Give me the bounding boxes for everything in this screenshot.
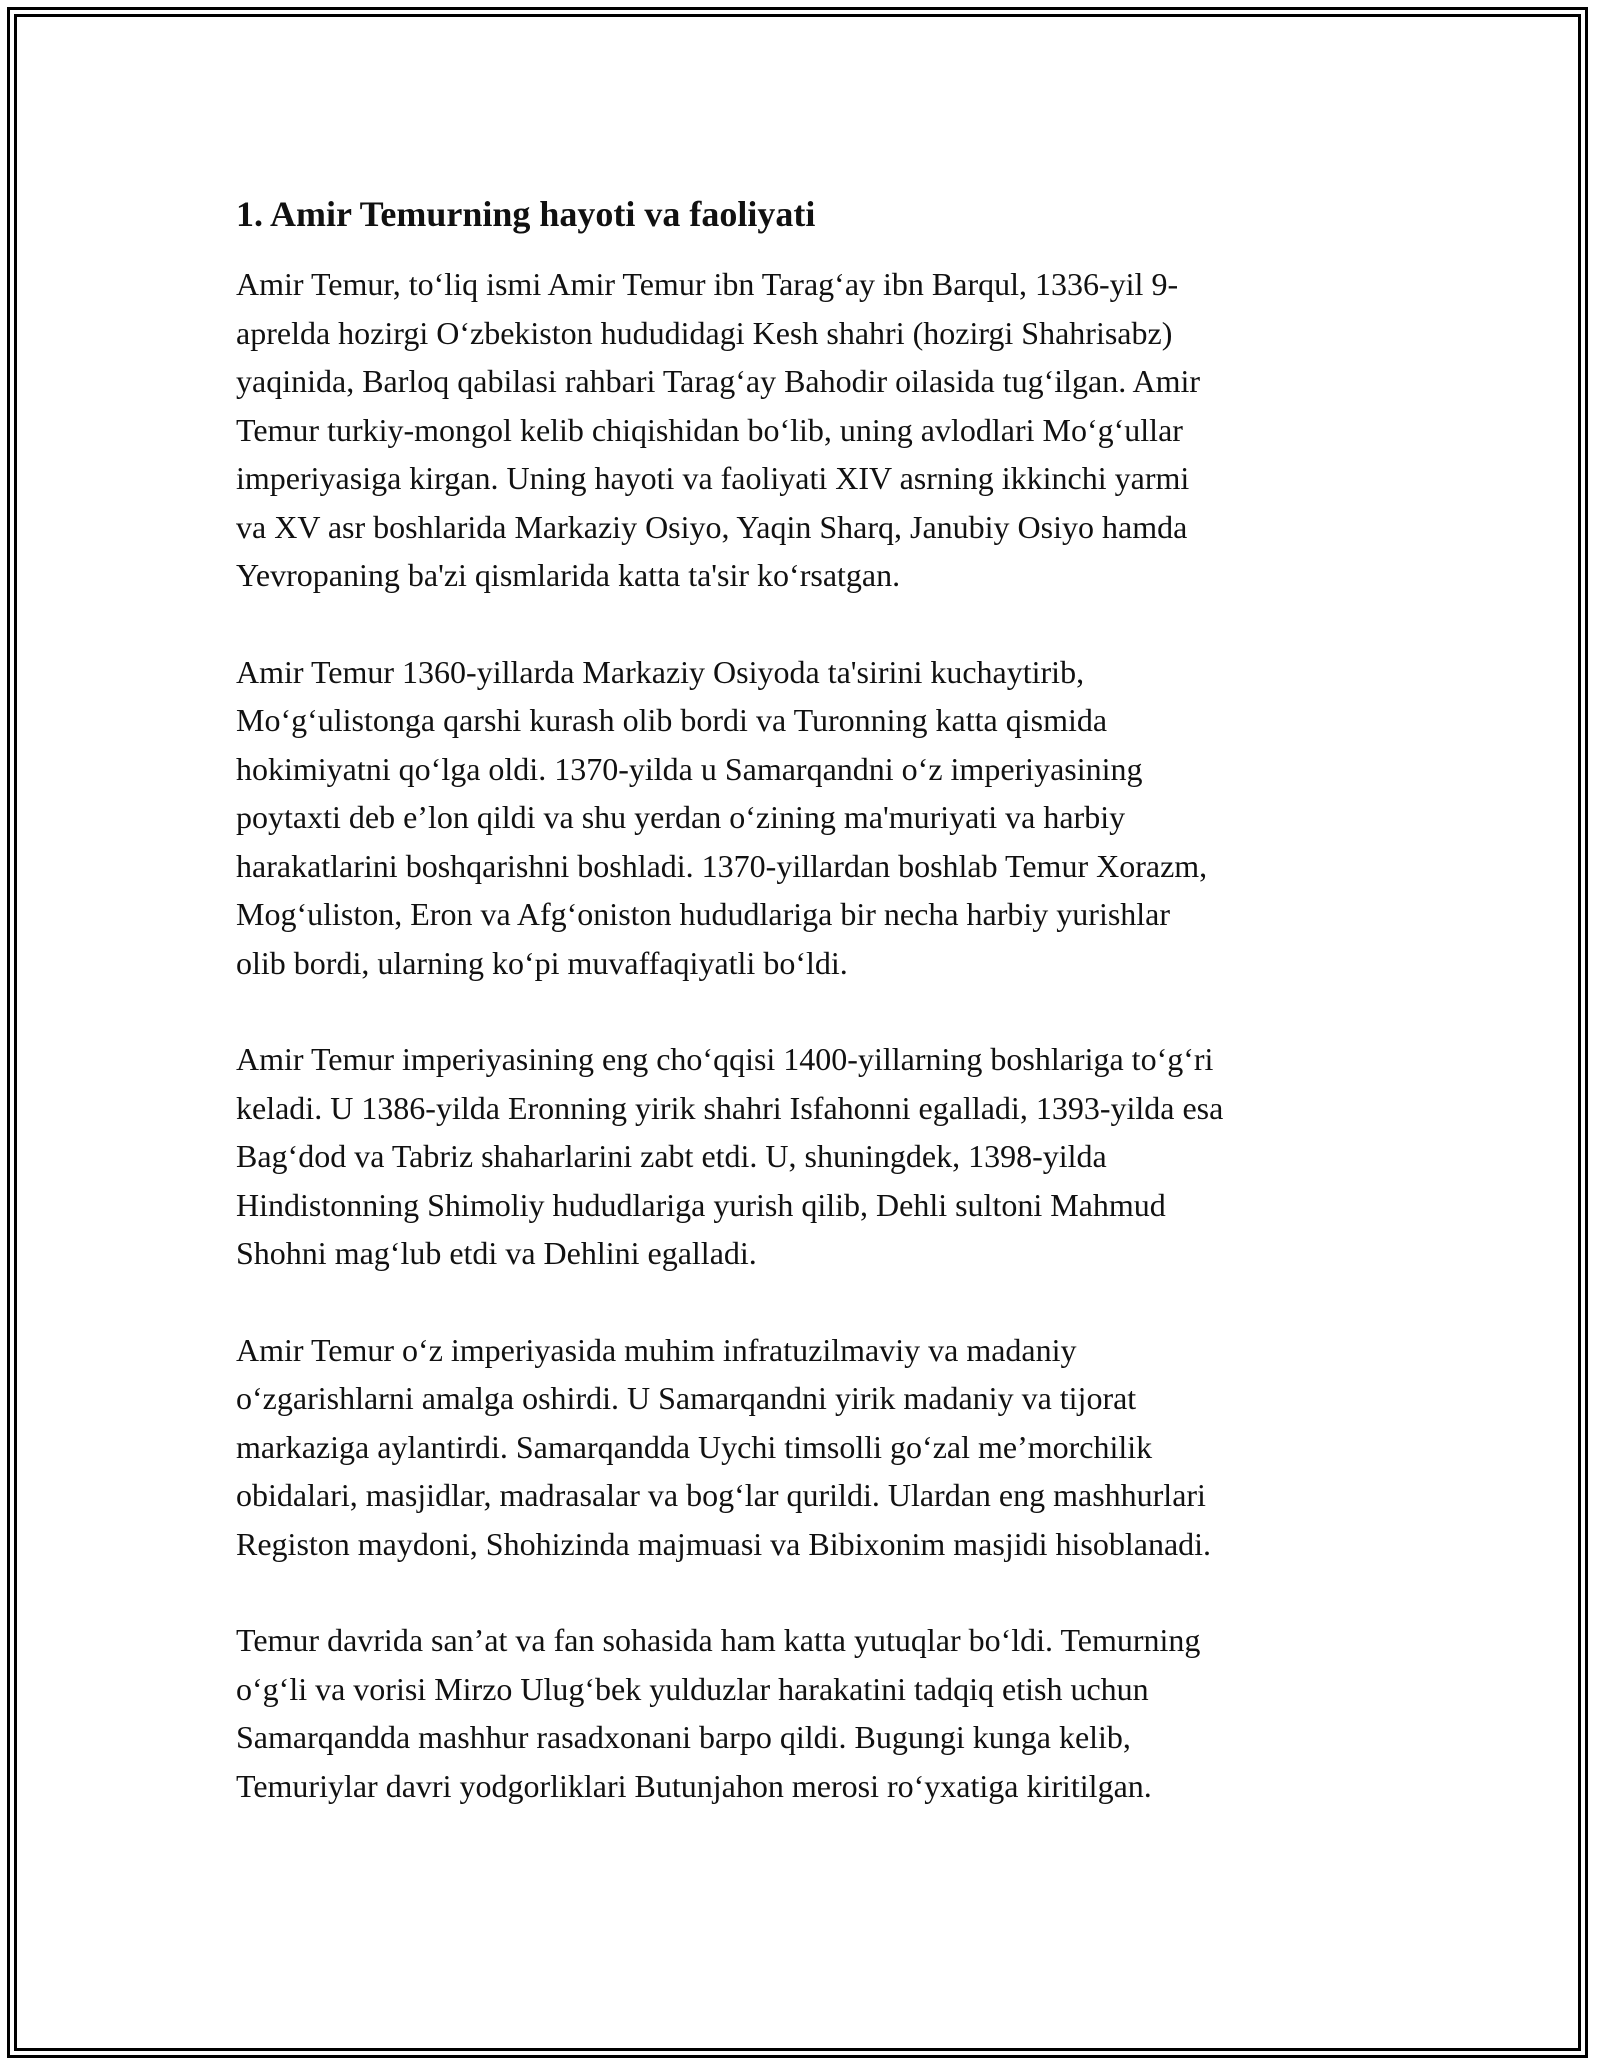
document-body — [236, 186, 1386, 1858]
paragraph-empire-peak: Amir Temur imperiyasining eng cho‘qqisi 1400-yillarning boshlariga to‘g‘ri keladi. U 1386-yilda Eronning yirik shahri Isfahonni egalladi, 1393-yilda esa Bag‘dod va Tabriz shaharlarini zabt etdi. U, shuningdek, 1398-yilda Hindistonning Shimoliy hududlariga yurish qilib, Dehli sultoni Mahmud Shohni mag‘lub etdi va Dehlini egalladi. — [236, 1041, 1224, 1271]
paragraph-birth: Amir Temur, to‘liq ismi Amir Temur ibn Tarag‘ay ibn Barqul, 1336-yil 9- aprelda hozirgi O‘zbekiston hududidagi Kesh shahri (hozirgi Shahrisabz) yaqinida, Barloq qabilasi rahbari Tarag‘ay Bahodir oilasida tug‘ilgan. Amir Temur turkiy-mongol kelib chiqishidan bo‘lib, uning avlodlari Mo‘g‘ullar imperiyasiga kirgan. Uning hayoti va faoliyati XIV asrning ikkinchi yarmi va XV asr boshlarida Markaziy Osiyo, Yaqin Sharq, Janubiy Osiyo hamda Yevropaning ba'zi qismlarida katta ta'sir ko‘rsatgan. — [236, 266, 1201, 593]
section-heading: 1. Amir Temurning hayoti va faoliyati — [236, 194, 816, 234]
paragraph-science-art: Temur davrida san’at va fan sohasida ham katta yutuqlar bo‘ldi. Temurning o‘g‘li va vorisi Mirzo Ulug‘bek yulduzlar harakatini tadqiq etish uchun Samarqandda mashhur rasadxonani barpo qildi. Bugungi kunga kelib, Temuriylar davri yodgorliklari Butunjahon merosi ro‘yxatiga kiritilgan. — [236, 1622, 1201, 1804]
paragraph-infrastructure: Amir Temur o‘z imperiyasida muhim infratuzilmaviy va madaniy o‘zgarishlarni amalga oshirdi. U Samarqandni yirik madaniy va tijorat markaziga aylantirdi. Samarqandda Uychi timsolli go‘zal me’morchilik obidalari, masjidlar, madrasalar va bog‘lar qurildi. Ulardan eng mashhurlari Registon maydoni, Shohizinda majmuasi va Bibixonim masjidi hisoblanadi. — [236, 1331, 1212, 1562]
paragraph-rise-to-power: Amir Temur 1360-yillarda Markaziy Osiyoda ta'sirini kuchaytirib, Mo‘g‘ulistonga qarshi kurash olib bordi va Turonning katta qismida hokimiyatni qo‘lga oldi. 1370-yilda u Samarqandni o‘z imperiyasining poytaxti deb e’lon qildi va shu yerdan o‘zining ma'muriyati va harbiy harakatlarini boshqarishni boshladi. 1370-yillardan boshlab Temur Xorazm, Mog‘uliston, Eron va Afg‘oniston hududlariga bir necha harbiy yurishlar olib bordi, ularning ko‘pi muvaffaqiyatli bo‘ldi. — [236, 653, 1208, 981]
